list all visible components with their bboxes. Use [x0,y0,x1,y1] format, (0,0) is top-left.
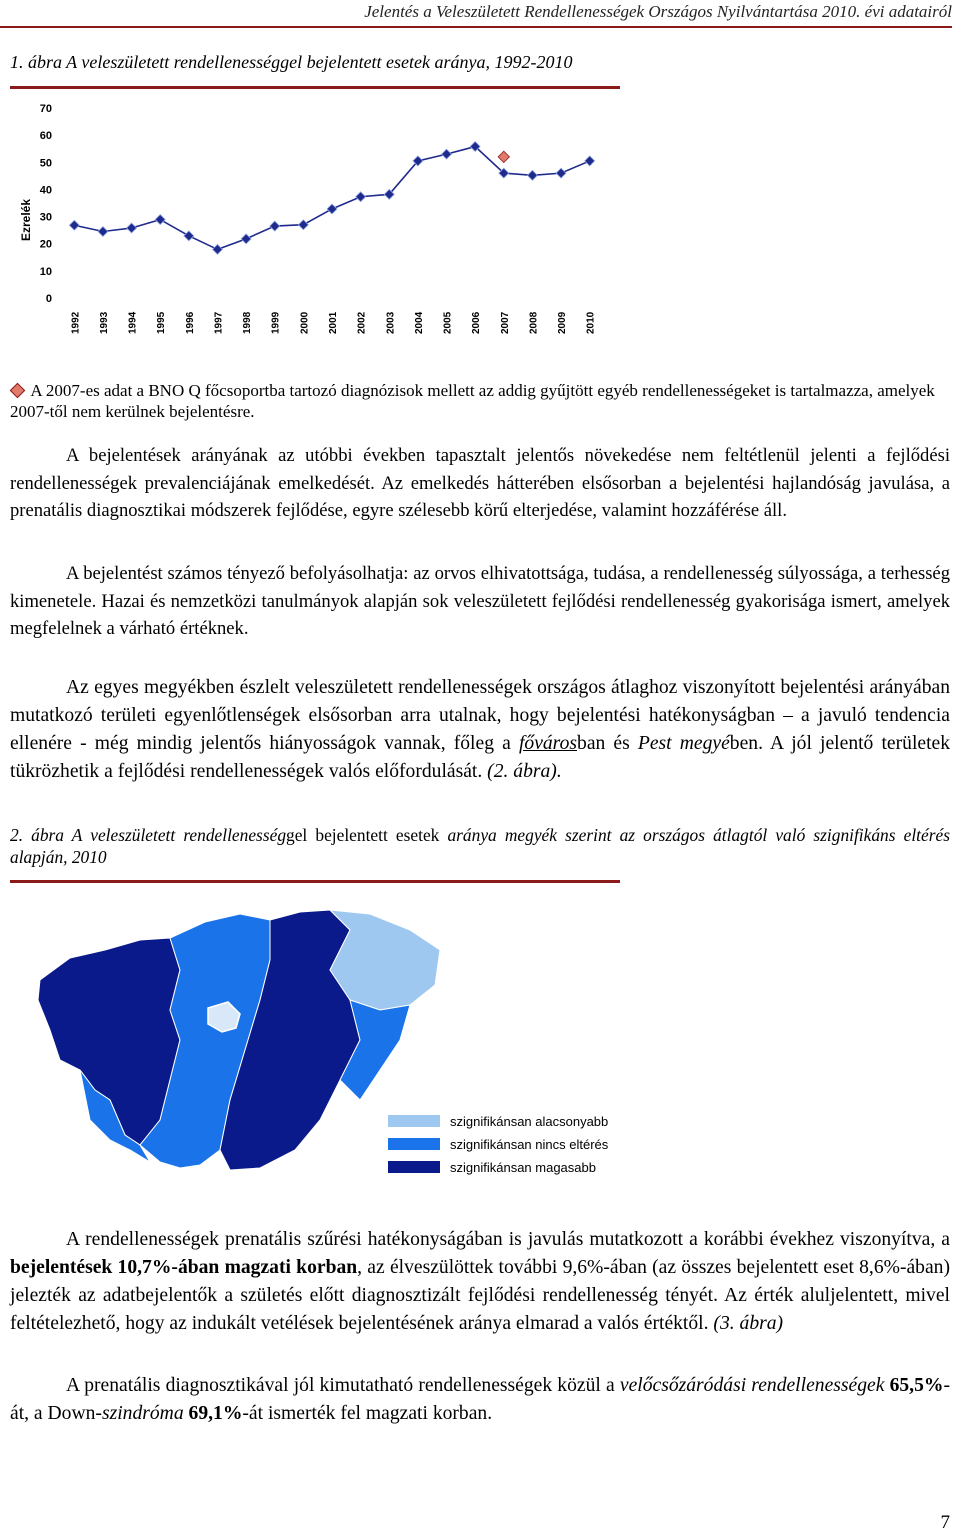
legend-label-high: szignifikánsan magasabb [450,1159,596,1175]
figure2-caption-b: gel bejelentett esetek [286,825,448,845]
figure2-caption-c: aránya megyék szerint az országos átlagtól való szignifikáns eltérés alapján, 2010 [10,825,950,867]
figure2-rule [10,880,620,883]
paragraph-3-part2: ban és [577,733,638,754]
y-tick-label: 70 [39,103,52,115]
data-point [213,244,223,254]
running-header: Jelentés a Veleszületett Rendellenességek Országos Nyilvántartása 2010. évi adatairól [364,2,952,21]
y-tick-label: 40 [39,184,52,197]
x-tick-label: 1999 [270,311,282,334]
figure2-legend [388,1114,648,1184]
paragraph-5-b: velőcsőzáródási rendellenességek [619,1375,885,1396]
legend-swatch-none [388,1138,440,1150]
data-point [69,220,79,230]
x-tick-label: 2004 [413,311,425,334]
legend-item-low [388,1114,608,1128]
legend-item-none [388,1137,608,1151]
paragraph-5-f: 69,1% [183,1403,243,1424]
y-axis-label: Ezrelék [19,198,33,242]
x-tick-label: 1993 [98,311,110,334]
paragraph-4-a: A rendellenességek prenatális szűrési hatékonyságában is javulás mutatkozott a korábbi évekhez viszonyítva, a [66,1229,950,1250]
series-line [74,147,589,250]
data-point [184,231,194,241]
header-rule [0,26,952,28]
x-tick-label: 2003 [385,311,397,334]
x-tick-label: 2010 [585,311,597,334]
x-tick-label: 2002 [356,311,368,334]
paragraph-1: A bejelentések arányának az utóbbi években tapasztalt jelentős növekedése nem feltétlenül jelenti a fejlődési rendellenességek prevalenciájának emelkedését. Az emelkedés hátterében elsősorban a bejelentési hajlandóság javulása, a prenatális diagnosztikai módszerek fejlődése, egyre szélesebb körű elterjedése, valamint hozzáférése áll. [10,445,950,521]
map-region-northeast [330,910,440,1010]
legend-swatch-low [388,1115,440,1127]
figure1-note [10,380,950,422]
x-tick-label: 2000 [299,311,311,334]
x-tick-label: 1992 [70,311,82,334]
figure1-note-text: A 2007-es adat a BNO Q főcsoportba tartozó diagnózisok mellett az addig gyűjtött egyéb rendellenességeket is tartalmazza, amelyek 2007-től nem kerülnek bejelentésre. [10,381,935,421]
x-tick-label: 2005 [442,311,454,334]
x-tick-label: 1997 [213,311,225,334]
data-point [556,168,566,178]
figure1-caption: 1. ábra A veleszületett rendellenességgel bejelentett esetek aránya, 1992-2010 [10,52,573,72]
paragraph-4-bold: bejelentések 10,7%-ában magzati korban [10,1257,358,1278]
figure1-line-chart [0,90,620,370]
legend-swatch-high [388,1161,440,1173]
y-tick-label: 50 [39,157,52,170]
hungary-county-map [30,900,450,1200]
x-tick-label: 2007 [499,311,511,334]
x-tick-label: 1996 [184,311,196,334]
data-point [298,220,308,230]
data-point [442,149,452,159]
paragraph-5-c: 65,5% [884,1375,944,1396]
x-tick-label: 2008 [528,311,540,334]
figure2-caption-a: 2. ábra A veleszületett rendellenesség [10,825,287,845]
y-tick-label: 60 [39,130,52,143]
data-point [327,204,337,214]
data-point [585,156,595,166]
paragraph-5-g: -át ismerték fel magzati korban. [242,1403,493,1424]
y-tick-label: 10 [39,265,52,278]
page-number: 7 [940,1512,950,1533]
paragraph-3-part3: ben. A jól jelentő területek tükrözhetik a fejlődési rendellenességek valós előfordulását. [10,733,951,782]
legend-label-none: szignifikánsan nincs eltérés [450,1136,609,1152]
paragraph-4 [10,1226,950,1338]
data-point [98,227,108,237]
x-tick-label: 2006 [471,311,483,334]
data-point [241,234,251,244]
diamond-marker-icon [10,383,26,399]
y-tick-label: 0 [45,293,52,305]
paragraph-3 [10,674,950,786]
figure1-rule [10,86,620,89]
x-tick-label: 1998 [242,311,254,334]
figure2-caption [10,824,950,868]
x-tick-label: 2009 [557,311,569,334]
paragraph-5 [10,1372,950,1428]
data-point [155,215,165,225]
legend-item-high [388,1160,596,1174]
x-tick-label: 2001 [328,311,339,334]
data-point [356,192,366,202]
x-tick-label: 1995 [156,311,168,334]
data-point [527,170,537,180]
paragraph-3-fovaros: főváros [518,733,578,754]
paragraph-5-d: -át, a Down- [10,1375,950,1424]
paragraph-5-a: A prenatális diagnosztikával jól kimutatható rendellenességek közül a [66,1375,620,1396]
y-tick-label: 20 [39,238,52,251]
paragraph-3-part1: Az egyes megyékben észlelt veleszületett rendellenességek országos átlaghoz viszonyított bejelentési arányában mutatkozó területi egyenlőtlenségek elsősorban arra utalnak, hogy bejelentési hatékonyságban – a javuló tendencia ellenére - még mindig jelentős hiányosságok vannak, főleg a [10,677,950,754]
paragraph-5-e: szindróma [101,1403,184,1424]
legend-label-low: szignifikánsan alacsonyabb [450,1113,609,1129]
paragraph-3-ref: (2. ábra). [487,761,562,782]
data-point [270,221,280,231]
paragraph-2: A bejelentést számos tényező befolyásolhatja: az orvos elhivatottsága, tudása, a rendellenesség súlyossága, a terhesség kimenetele. Hazai és nemzetközi tanulmányok alapján sok veleszületett fejlődési rendellenesség gyakorisága ismert, amelyek megfelelnek a várható értéknek. [10,563,950,639]
paragraph-4-c: , az élveszülöttek további 9,6%-ában (az összes bejelentett eset 8,6%-ában) jelezték az adatbejelentők a születés előtt diagnosztizált fejlődési rendellenesség tényét. Az érték aluljelentett, mivel feltételezhető, hogy az indukált vetélések bejelentésének aránya elmarad a valós értéktől. [10,1257,950,1334]
paragraph-4-ref: (3. ábra) [713,1313,784,1334]
special-data-point [498,151,509,162]
y-tick-label: 30 [39,211,52,224]
data-point [127,223,137,233]
paragraph-3-pest: Pest megyé [637,733,730,754]
x-tick-label: 1994 [127,311,139,334]
